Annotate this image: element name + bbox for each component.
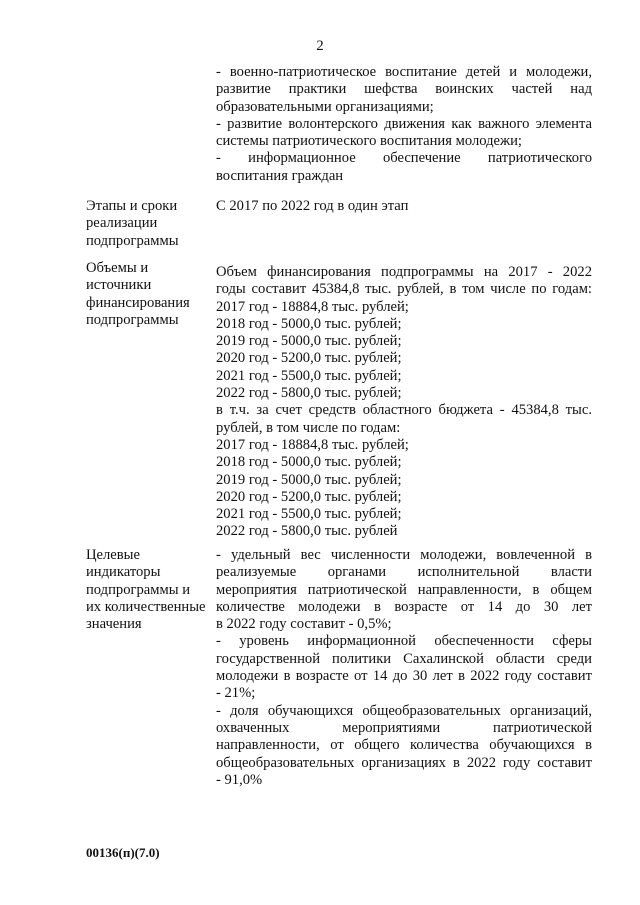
- intro-line: - военно-патриотическое воспитание детей и молодежи,: [216, 64, 592, 80]
- value-line: 2017 год - 18884,8 тыс. рублей;: [216, 436, 409, 453]
- label-line: значения: [86, 616, 142, 633]
- label-line: источники: [86, 277, 152, 294]
- intro-line: системы патриотического воспитания молодежи;: [216, 133, 522, 150]
- value-line: - удельный вес численности молодежи, вовлеченной в: [216, 547, 592, 563]
- value-line: 2018 год - 5000,0 тыс. рублей;: [216, 315, 402, 332]
- label-line: их количественные: [86, 598, 206, 615]
- intro-line: развитие практики шефства воинских частей над: [216, 81, 592, 98]
- row-label-funding: [86, 260, 211, 329]
- value-line: 2021 год - 5500,0 тыс. рублей;: [216, 367, 402, 384]
- value-line: охваченных мероприятиями патриотической: [216, 719, 592, 736]
- intro-list: [216, 64, 592, 185]
- intro-line: - развитие волонтерского движения как важного элемента: [216, 115, 592, 132]
- row-value-funding: [216, 264, 592, 541]
- value-line: 2019 год - 5000,0 тыс. рублей;: [216, 471, 402, 488]
- label-line: Этапы и сроки: [86, 198, 178, 214]
- value-line: количестве молодежи в возрасте от 14 до 30 лет: [216, 598, 592, 615]
- value-line: молодежи в возрасте от 14 до 30 лет в 2022 году составит: [216, 668, 592, 685]
- value-line: 2021 год - 5500,0 тыс. рублей;: [216, 506, 402, 523]
- row-label-stages: [86, 198, 211, 250]
- intro-line: - информационное обеспечение патриотического: [216, 150, 592, 167]
- value-line: - 21%;: [216, 685, 256, 702]
- label-line: подпрограммы: [86, 232, 179, 249]
- label-line: финансирования: [86, 294, 190, 311]
- value-line: 2017 год - 18884,8 тыс. рублей;: [216, 298, 409, 315]
- value-line: общеобразовательных организациях в 2022 году составит: [216, 754, 592, 771]
- label-line: Целевые: [86, 547, 140, 563]
- label-line: Объемы и: [86, 260, 149, 276]
- value-line: направленности, от общего количества обучающихся в: [216, 737, 592, 754]
- value-line: в 2022 году составит - 0,5%;: [216, 616, 392, 633]
- value-line: 2020 год - 5200,0 тыс. рублей;: [216, 350, 402, 367]
- value-line: 2020 год - 5200,0 тыс. рублей;: [216, 488, 402, 505]
- label-line: реализации: [86, 215, 158, 232]
- value-line: мероприятия патриотической направленности, в общем: [216, 581, 592, 598]
- row-value-stages: [216, 198, 592, 215]
- value-line: - доля обучающихся общеобразовательных организаций,: [216, 702, 592, 719]
- value-line: Объем финансирования подпрограммы на 2017 - 2022: [216, 264, 592, 280]
- intro-line: воспитания граждан: [216, 167, 344, 184]
- value-line: годы составит 45384,8 тыс. рублей, в том числе по годам:: [216, 281, 592, 298]
- value-line: государственной политики Сахалинской области среди: [216, 650, 592, 667]
- label-line: подпрограммы: [86, 311, 179, 328]
- value-line: - 91,0%: [216, 771, 263, 788]
- value-line: рублей, в том числе по годам:: [216, 419, 401, 436]
- value-line: 2022 год - 5800,0 тыс. рублей: [216, 523, 398, 540]
- value-line: в т.ч. за счет средств областного бюджета - 45384,8 тыс.: [216, 402, 592, 419]
- intro-line: образовательными организациями;: [216, 98, 434, 115]
- value-line: - уровень информационной обеспеченности сферы: [216, 633, 592, 650]
- value-line: 2022 год - 5800,0 тыс. рублей;: [216, 385, 402, 402]
- page-number: 2: [316, 38, 324, 54]
- value-line: 2018 год - 5000,0 тыс. рублей;: [216, 454, 402, 471]
- value-line: 2019 год - 5000,0 тыс. рублей;: [216, 333, 402, 350]
- value-line: реализуемые органами исполнительной власти: [216, 564, 592, 581]
- value-line: С 2017 по 2022 год в один этап: [216, 198, 409, 214]
- row-label-indicators: [86, 547, 216, 633]
- document-code: 00136(п)(7.0): [86, 845, 160, 860]
- row-value-indicators: [216, 547, 592, 789]
- label-line: подпрограммы и: [86, 581, 191, 598]
- label-line: индикаторы: [86, 564, 161, 581]
